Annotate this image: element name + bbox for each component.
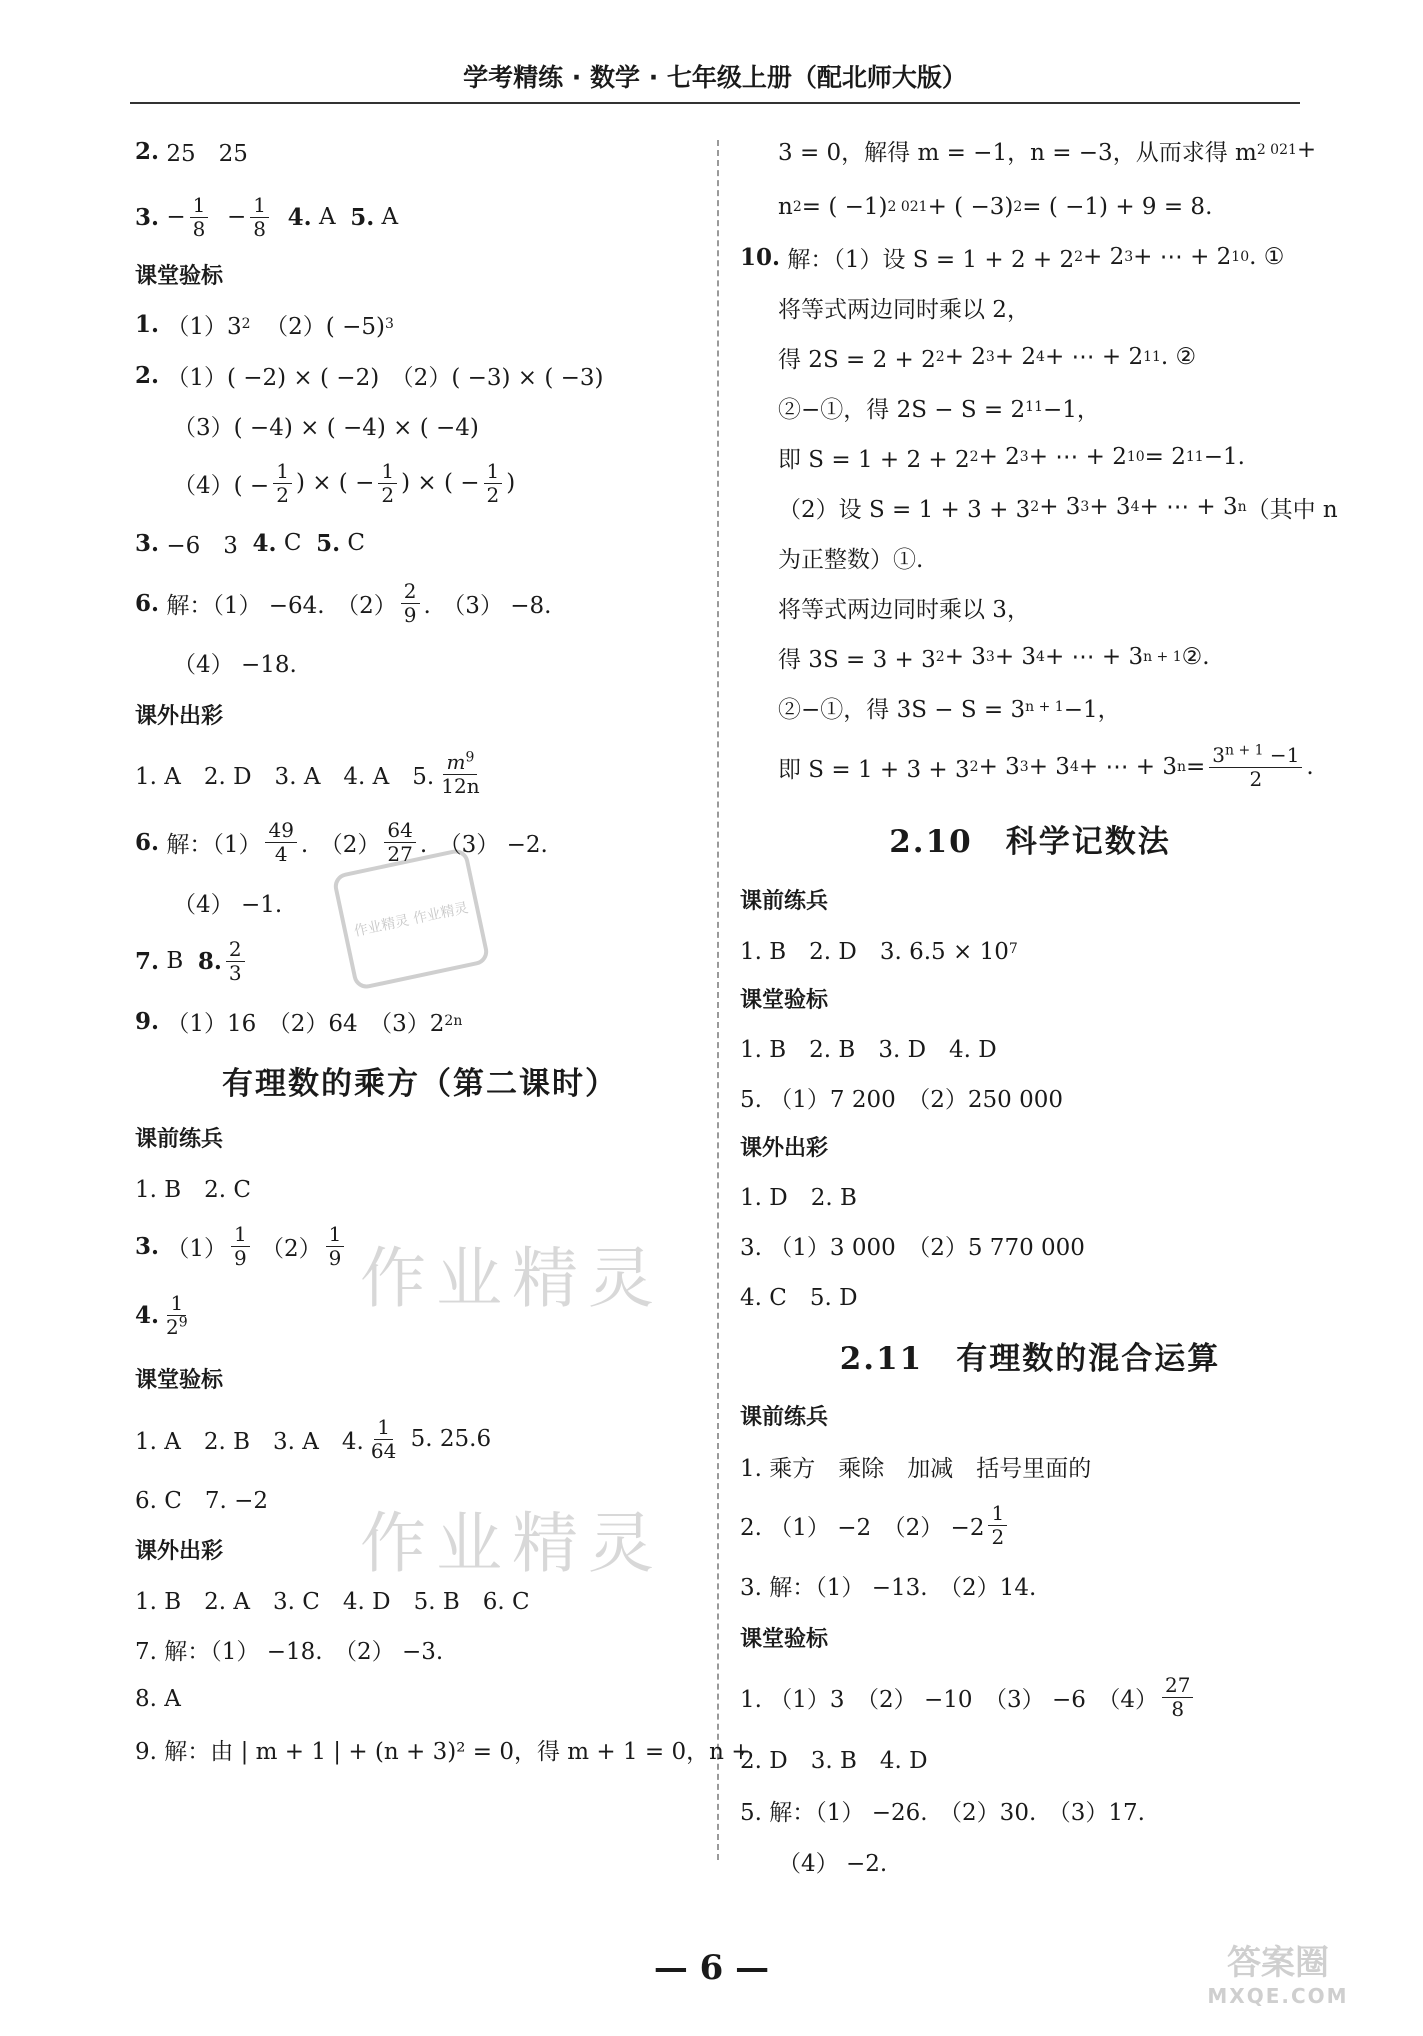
answer-line: 2. （1） −2 （2） −2 $\frac{1}{2}$ [740, 1492, 1320, 1558]
fraction: $\frac{1}{2^9}$ [166, 1290, 188, 1339]
section-heading: 课堂验标 [135, 1367, 224, 1393]
site-logo-watermark: 答案圈 MXQE.COM [1207, 1942, 1349, 2008]
answer-line: 1. B 2. C [135, 1176, 252, 1203]
watermark-stamp: 作业精灵 作业精灵 [331, 847, 491, 991]
answer-line: 3 = 0，解得 m = −1，n = −3，从而求得 m 2 021 + [778, 137, 1317, 166]
answer-line: n 2 = ( −1) 2 021 + ( −3) 2 = ( −1) + 9 = 8. [778, 194, 1213, 220]
answer-line: 2. （1）( −2) × ( −2) （2）( −3) × ( −3) [135, 361, 604, 391]
section-heading: 课外出彩 [740, 1135, 829, 1161]
answer-line: 1. 乘方 乘除 加减 括号里面的 [740, 1455, 1092, 1482]
fraction: $\frac{2}{9}$ [401, 581, 420, 626]
answer-line: 1. A 2. B 3. A 4. $\frac{1}{64}$ 5. 25.6 [135, 1414, 492, 1463]
answer-line: 7. 解：（1） −18. （2） −3. [135, 1638, 444, 1665]
answer-line: 4. C 5. D [740, 1284, 858, 1311]
fraction: $\frac{27}{8}$ [1162, 1675, 1193, 1720]
answer-line: 1. B 2. A 3. C 4. D 5. B 6. C [135, 1588, 530, 1615]
section-title: 有理数的乘方（第二课时） [222, 1065, 618, 1102]
answer-line: 1. B 2. B 3. D 4. D [740, 1036, 997, 1063]
answer-line: 得 2S = 2 + 2 2 + 2 3 + 2 4 + ⋯ + 2 11 . ② [778, 344, 1197, 373]
fraction: $\frac{1}{9}$ [326, 1224, 345, 1269]
fraction: $\frac{m^9}{12n}$ [441, 748, 480, 798]
answer-line: 7. B 8. $\frac{2}{3}$ [135, 928, 705, 994]
answer-line: 3. （1）3 000 （2）5 770 000 [740, 1234, 1085, 1261]
answer-line: ②−①，得 3S − S = 3 n + 1 −1， [778, 696, 1121, 723]
answer-line: 1. （1）3 （2） −10 （3） −6 （4） $\frac{27}{8}$ [740, 1662, 1320, 1732]
column-divider [717, 140, 719, 1860]
answer-line: 为正整数）①. [778, 546, 924, 573]
fraction: $\frac{2}{3}$ [226, 939, 245, 984]
section-heading: 课外出彩 [135, 1538, 224, 1564]
page-header: 学考精练 · 数学 · 七年级上册（配北师大版） [463, 63, 967, 92]
watermark-text: 作业精灵 [360, 1505, 664, 1582]
fraction: $\frac{64}{27}$ [384, 820, 415, 865]
answer-line: 10. 解：（1）设 S = 1 + 2 + 2 2 + 2 3 + ⋯ + 2 10 . ① [740, 243, 1285, 273]
answer-line: 4. $\frac{1}{2^9}$ [135, 1280, 705, 1350]
answer-line: （4） −18. [173, 651, 297, 678]
answer-line: 3. （1） $\frac{1}{9}$ （2） $\frac{1}{9}$ [135, 1212, 705, 1280]
answer-line: 1. （1）3 2 （2）( −5) 3 [135, 310, 394, 340]
fraction: $\frac{1}{2}$ [988, 1503, 1007, 1548]
answer-line: 得 3S = 3 + 3 2 + 3 3 + 3 4 + ⋯ + 3 n + 1 ②. [778, 644, 1210, 673]
fraction: $\frac{1}{64}$ [370, 1414, 397, 1463]
header-rule [130, 102, 1300, 104]
answer-line: 3. 解：（1） −13. （2）14. [740, 1574, 1037, 1601]
section-heading: 课堂验标 [135, 263, 224, 289]
answer-line: （4） −1. [173, 891, 283, 918]
fraction: $\frac{1}{8}$ [250, 195, 269, 240]
answer-line: ②−①，得 2S − S = 2 11 −1， [778, 396, 1100, 423]
section-title: 2.11 有理数的混合运算 [839, 1340, 1221, 1377]
answer-line: 将等式两边同时乘以 3， [778, 596, 1030, 623]
answer-line: 2. 25 25 [135, 137, 248, 167]
answer-line: 3. −6 3 4. C 5. C [135, 529, 365, 559]
section-title: 2.10 科学记数法 [889, 823, 1171, 860]
right-column [740, 118, 1338, 1886]
section-heading: 课前练兵 [740, 1404, 829, 1430]
answer-line: 将等式两边同时乘以 2， [778, 296, 1030, 323]
fraction: $\frac{3^{n + 1} -1}{2}$ [1209, 745, 1302, 790]
section-heading: 课前练兵 [135, 1126, 224, 1152]
watermark-text: 作业精灵 [360, 1240, 664, 1317]
section-heading: 课前练兵 [740, 888, 829, 914]
answer-line: （3）( −4) × ( −4) × ( −4) [173, 414, 479, 441]
answer-line: 1. B 2. D 3. 6.5 × 10 7 [740, 938, 1018, 965]
fraction: $\frac{1}{2}$ [273, 461, 292, 506]
page-number: — 6 — [653, 1948, 770, 1988]
fraction: $\frac{49}{4}$ [265, 820, 296, 865]
answer-line: 5. 解：（1） −26. （2）30. （3）17. [740, 1799, 1145, 1826]
answer-line: 1. A 2. D 3. A 4. A 5. $\frac{m^9}{12n}$ [135, 740, 705, 808]
left-column [135, 118, 751, 1774]
answer-line: 9. （1）16 （2）64 （3）2 2n [135, 1007, 463, 1037]
answer-line: 2. D 3. B 4. D [740, 1747, 928, 1774]
answer-line: （4） −2. [778, 1850, 888, 1877]
fraction: $\frac{1}{9}$ [231, 1224, 250, 1269]
answer-line: 3. − $\frac{1}{8}$ − $\frac{1}{8}$ 4. A 5. A [135, 192, 399, 241]
section-heading: 课堂验标 [740, 1626, 829, 1652]
answer-line: 8. A [135, 1686, 181, 1712]
answer-line: 6. C 7. −2 [135, 1487, 269, 1514]
answer-line: 1. D 2. B [740, 1184, 857, 1211]
fraction: $\frac{1}{8}$ [190, 195, 209, 240]
answer-line: 6. 解：（1） −64. （2） $\frac{2}{9}$ . （3） −8. [135, 578, 552, 627]
answer-line: 6. 解：（1） $\frac{49}{4}$ . （2） $\frac{64}{27}$ . （3） −2. [135, 817, 548, 866]
answer-line: 5. （1）7 200 （2）250 000 [740, 1086, 1063, 1113]
section-heading: 课堂验标 [740, 987, 829, 1013]
answer-line: （2）设 S = 1 + 3 + 3 2 + 3 3 + 3 4 + ⋯ + 3 n （其中 n [778, 494, 1338, 523]
answer-line: 即 S = 1 + 2 + 2 2 + 2 3 + ⋯ + 2 10 = 2 11 −1. [778, 444, 1245, 473]
section-heading: 课外出彩 [135, 703, 224, 729]
fraction: $\frac{1}{2}$ [378, 461, 397, 506]
fraction: $\frac{1}{2}$ [484, 461, 503, 506]
answer-line: （4）( − $\frac{1}{2}$ ) × ( − $\frac{1}{2}$ ) × ( − $\frac{1}{2}$ ) [173, 458, 516, 507]
answer-line: 即 S = 1 + 3 + 3 2 + 3 3 + 3 4 + ⋯ + 3 n = $\frac{3^{n + 1} -1}{2}$ . [778, 741, 1314, 791]
answer-line: 9. 解：由 | m + 1 | + (n + 3)² = 0，得 m + 1 = 0，n + [135, 1738, 751, 1765]
